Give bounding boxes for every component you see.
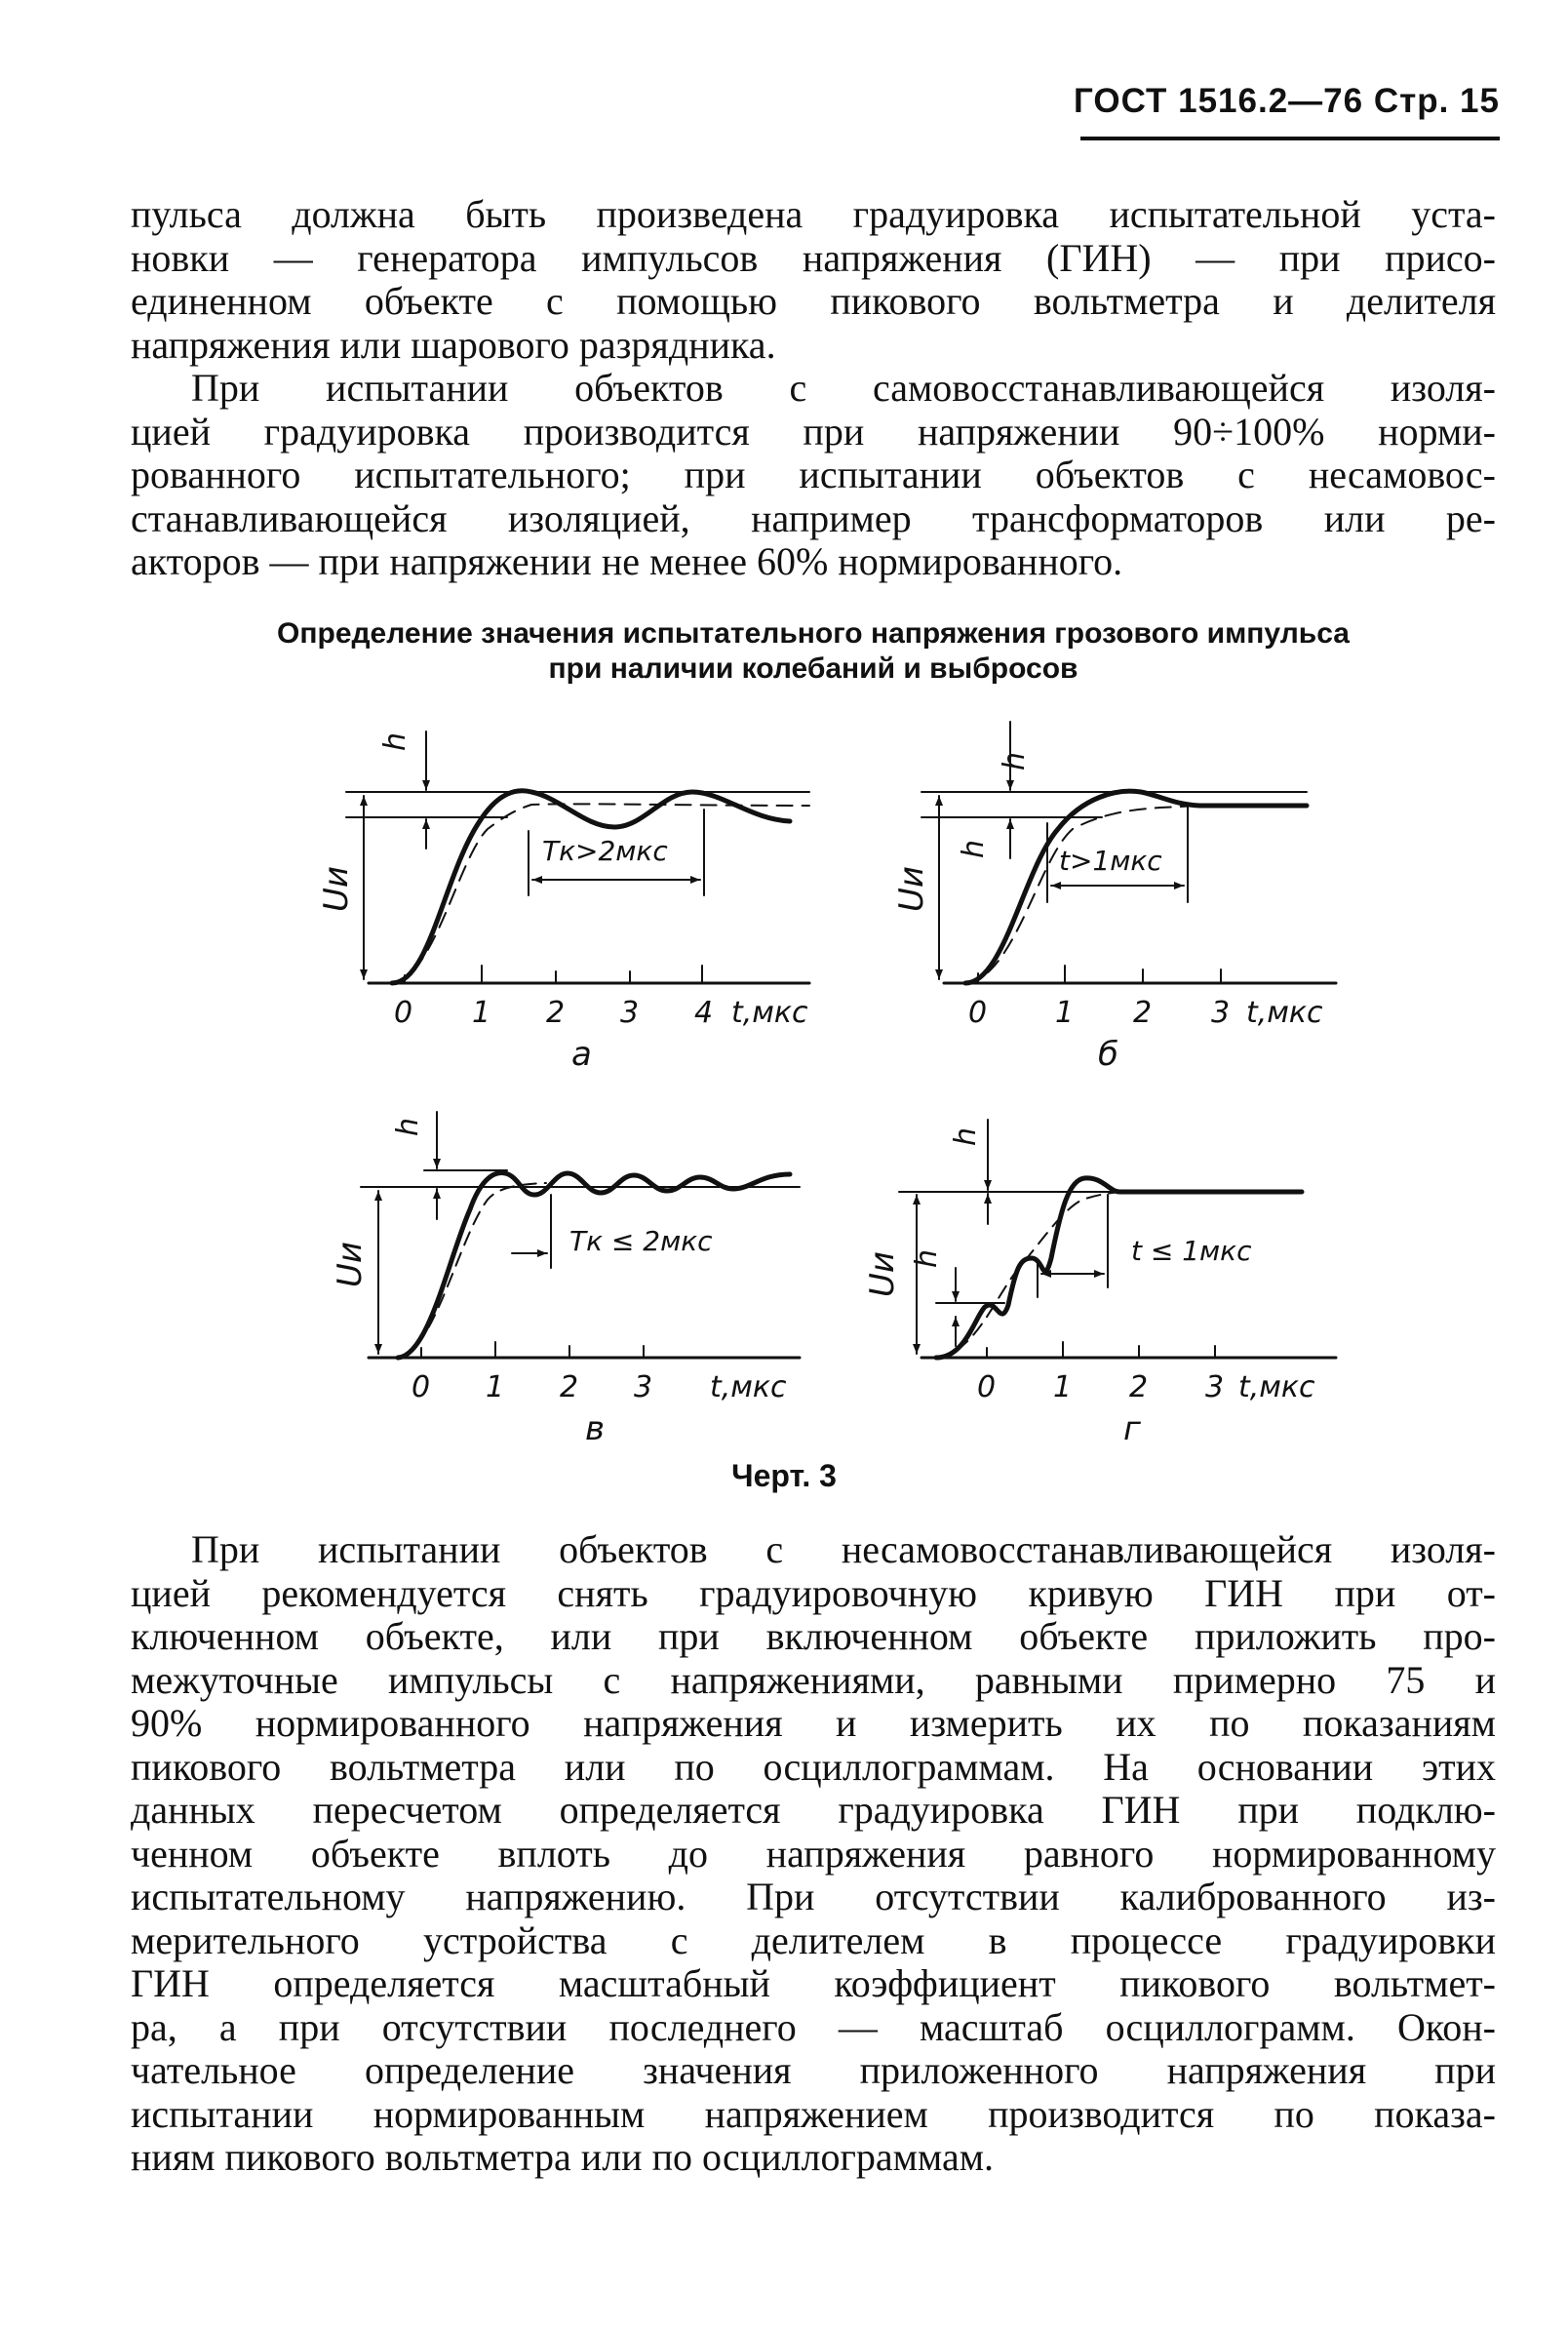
panel-b-tick-label: 3 (1211, 996, 1231, 1030)
panel-v-tick-label: 2 (560, 1370, 579, 1404)
text-line: ченном объекте вплоть до напряжения равного нормированному (131, 1831, 1496, 1876)
panel-v-tick-label: 3 (634, 1370, 653, 1404)
panel-v-tick-label: 0 (412, 1370, 431, 1404)
text-line: единенном объекте с помощью пикового вольтметра и делителя (131, 279, 1496, 323)
panel-b-tick-label: 0 (968, 996, 988, 1030)
text-line: ниям пикового вольтметра или по осциллограммам. (131, 2135, 995, 2179)
text-line: рованного испытательного; при испытании объектов с несамовос- (131, 453, 1496, 496)
panel-b-t-label: t>1мкс (1059, 845, 1162, 877)
panel-b-tick-label: 2 (1133, 996, 1153, 1030)
panel-v-x-label: t,мкс (710, 1370, 787, 1404)
panel-v-h-label: h (391, 1117, 425, 1136)
text-line: цией рекомендуется снять градуировочную кривую ГИН при от- (131, 1570, 1496, 1615)
panel-v-ticks (421, 1342, 644, 1358)
panel-b-smoothed-curve (965, 806, 1199, 983)
panel-g-ticks (987, 1342, 1215, 1358)
text-line: ключенном объекте, или при включенном объекте приложить про- (131, 1614, 1496, 1658)
text-line: 90% нормированного напряжения и измерить их по показаниям (131, 1701, 1496, 1745)
panel-a-ticks (405, 966, 702, 983)
panel-b-impulse-curve (965, 791, 1307, 983)
text-line: станавливающейся изоляцией, например трансформаторов или ре- (131, 495, 1496, 540)
panel-b-letter: б (1098, 1035, 1118, 1074)
panel-a-tick-label: 2 (546, 996, 566, 1030)
panel-g-tick-label: 1 (1053, 1370, 1073, 1404)
text-line: цией градуировка производится при напряжении 90÷100% норми- (131, 409, 1496, 454)
text-line: акторов — при напряжении не менее 60% нормированного. (131, 539, 1123, 583)
panel-g-tick-label: 0 (977, 1370, 997, 1404)
panel-a-tick-label: 3 (620, 996, 640, 1030)
panel-a-x-label: t,мкс (731, 996, 808, 1030)
text-line: ра, а при отсутствии последнего — масштаб осциллограмм. Окон- (131, 2004, 1496, 2049)
text-line: мерительного устройства с делителем в процессе градуировки (131, 1917, 1496, 1962)
text-line: При испытании объектов с несамовосстанавливающейся изоля- (191, 1527, 1496, 1571)
panel-b-h2-label: h (957, 839, 991, 858)
text-line: ГИН определяется масштабный коэффициент пикового вольтмет- (131, 1961, 1496, 2005)
text-line: напряжения или шарового разрядника. (131, 322, 776, 367)
text-line: пульса должна быть произведена градуировка испытательной уста- (131, 192, 1496, 236)
panel-b-x-label: t,мкс (1246, 996, 1323, 1030)
paragraph-3 (131, 1528, 1496, 2180)
panel-b-ui-label: Uи (892, 866, 931, 912)
page-header: ГОСТ 1516.2—76 Стр. 15 (1074, 82, 1500, 120)
panel-g-h-label: h (949, 1126, 983, 1146)
figure-caption: Черт. 3 (731, 1458, 837, 1493)
panel-b-h-label: h (998, 751, 1032, 770)
figure-title-line: Определение значения испытательного напряжения грозового импульса (277, 617, 1350, 650)
panel-g-ui-label: Uи (863, 1251, 902, 1297)
text-line: испытательному напряжению. При отсутствии калиброванного из- (131, 1875, 1496, 1918)
panel-a-letter: а (571, 1035, 592, 1074)
panel-v-letter: в (585, 1409, 606, 1448)
panel-b-ticks (978, 966, 1221, 983)
panel-g-t-label: t ≤ 1мкс (1131, 1235, 1252, 1267)
text-line: межуточные импульсы с напряжениями, равными примерно 75 и (131, 1657, 1496, 1702)
text-line: новки — генератора импульсов напряжения (ГИН) — при присо- (131, 235, 1496, 280)
panel-g-x-label: t,мкс (1238, 1370, 1315, 1404)
panel-g-h2-label: h (910, 1248, 944, 1268)
panel-a-tk-label: Tк>2мкс (542, 835, 668, 867)
panel-v-ui-label: Uи (331, 1242, 370, 1287)
panel-a-impulse-curve (392, 791, 790, 983)
panel-g-letter: г (1123, 1409, 1141, 1448)
text-line: данных пересчетом определяется градуировка ГИН при подклю- (131, 1788, 1496, 1832)
panel-a-tick-label: 0 (394, 996, 413, 1030)
panel-a-ui-label: Uи (317, 866, 356, 912)
panel-g-tick-label: 2 (1129, 1370, 1149, 1404)
panel-g-diagram (899, 1120, 1336, 1358)
panel-a-tick-label: 1 (472, 996, 491, 1030)
text-line: При испытании объектов с самовосстанавливающейся изоля- (191, 366, 1496, 410)
text-line: пикового вольтметра или по осциллограммам. На основании этих (131, 1744, 1496, 1789)
panel-a-smoothed-curve (392, 804, 809, 983)
text-line: чательное определение значения приложенного напряжения при (131, 2048, 1496, 2092)
panel-a-tick-label: 4 (694, 996, 714, 1030)
panel-g-tick-label: 3 (1205, 1370, 1225, 1404)
panel-a-h-label: h (378, 731, 412, 751)
panel-v-tick-label: 1 (486, 1370, 505, 1404)
panel-g-impulse-curve (936, 1178, 1302, 1358)
figure-title-line: при наличии колебаний и выбросов (548, 652, 1078, 685)
text-line: испытании нормированным напряжением производится по показа- (131, 2091, 1496, 2136)
panel-b-tick-label: 1 (1055, 996, 1075, 1030)
panel-v-tk-label: Tк ≤ 2мкс (569, 1225, 713, 1257)
